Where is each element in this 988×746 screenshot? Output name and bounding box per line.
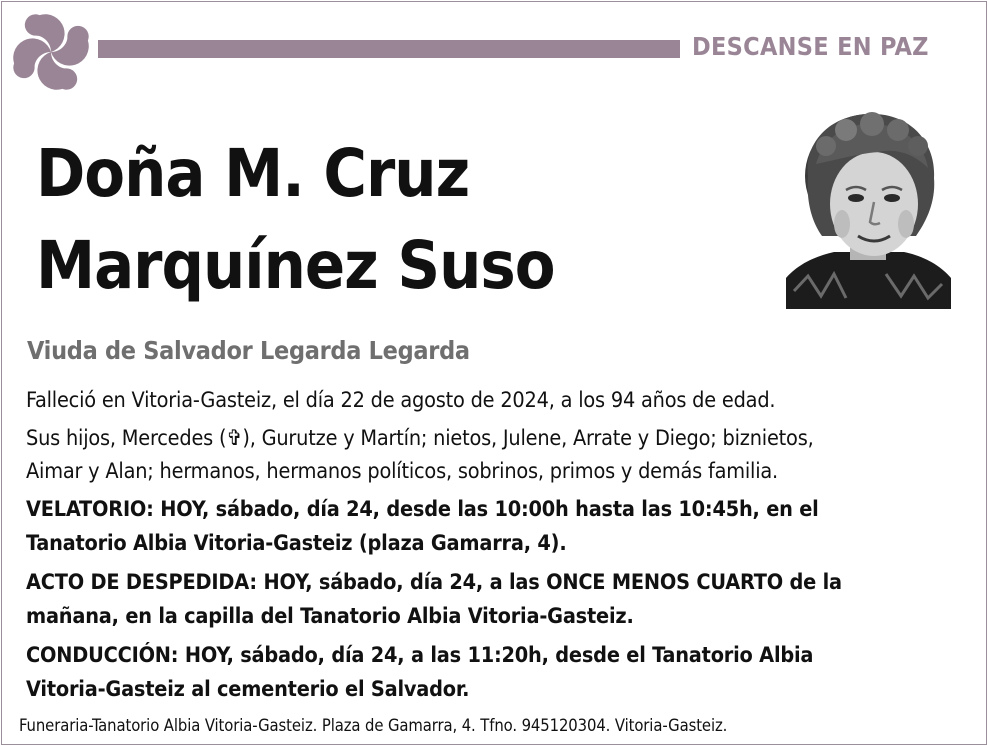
funeral-home-footer: Funeraria-Tanatorio Albia Vitoria-Gasteiz. Plaza de Gamarra, 4. Tfno. 945120304. Vitoria-Gasteiz. (19, 716, 728, 735)
velatorio-line-2: Tanatorio Albia Vitoria-Gasteiz (plaza Gamarra, 4). (26, 531, 567, 556)
conduccion-line-1: CONDUCCIÓN: HOY, sábado, día 24, a las 11:20h, desde el Tanatorio Albia (26, 643, 814, 668)
conduccion-line-2: Vitoria-Gasteiz al cementerio el Salvador. (26, 677, 470, 702)
portrait-photo (786, 106, 951, 309)
deceased-subtitle: Viuda de Salvador Legarda Legarda (27, 336, 470, 365)
deceased-name (36, 128, 555, 312)
velatorio-line-1: VELATORIO: HOY, sábado, día 24, desde las 10:00h hasta las 10:45h, en el (26, 497, 819, 522)
despedida-paragraph (26, 566, 966, 634)
despedida-line-1: ACTO DE DESPEDIDA: HOY, sábado, día 24, a las ONCE MENOS CUARTO de la (26, 570, 842, 595)
family-paragraph (26, 422, 966, 488)
velatorio-paragraph (26, 493, 966, 561)
despedida-line-2: mañana, en la capilla del Tanatorio Albia Vitoria-Gasteiz. (26, 604, 634, 629)
lauburu-icon (10, 11, 92, 93)
notice-body (26, 384, 966, 712)
header-title: DESCANSE EN PAZ (692, 32, 929, 61)
family-line-2: Aimar y Alan; hermanos, hermanos políticos, sobrinos, primos y demás familia. (26, 459, 778, 484)
death-line: Falleció en Vitoria-Gasteiz, el día 22 de agosto de 2024, a los 94 años de edad. (26, 388, 776, 413)
family-line-1: Sus hijos, Mercedes (✞), Gurutze y Martín; nietos, Julene, Arrate y Diego; biznietos, (26, 426, 814, 451)
name-line-1: Doña M. Cruz (36, 135, 470, 212)
header-band (98, 40, 680, 58)
conduccion-paragraph (26, 639, 966, 707)
name-line-2: Marquínez Suso (36, 227, 555, 304)
death-paragraph (26, 384, 966, 417)
